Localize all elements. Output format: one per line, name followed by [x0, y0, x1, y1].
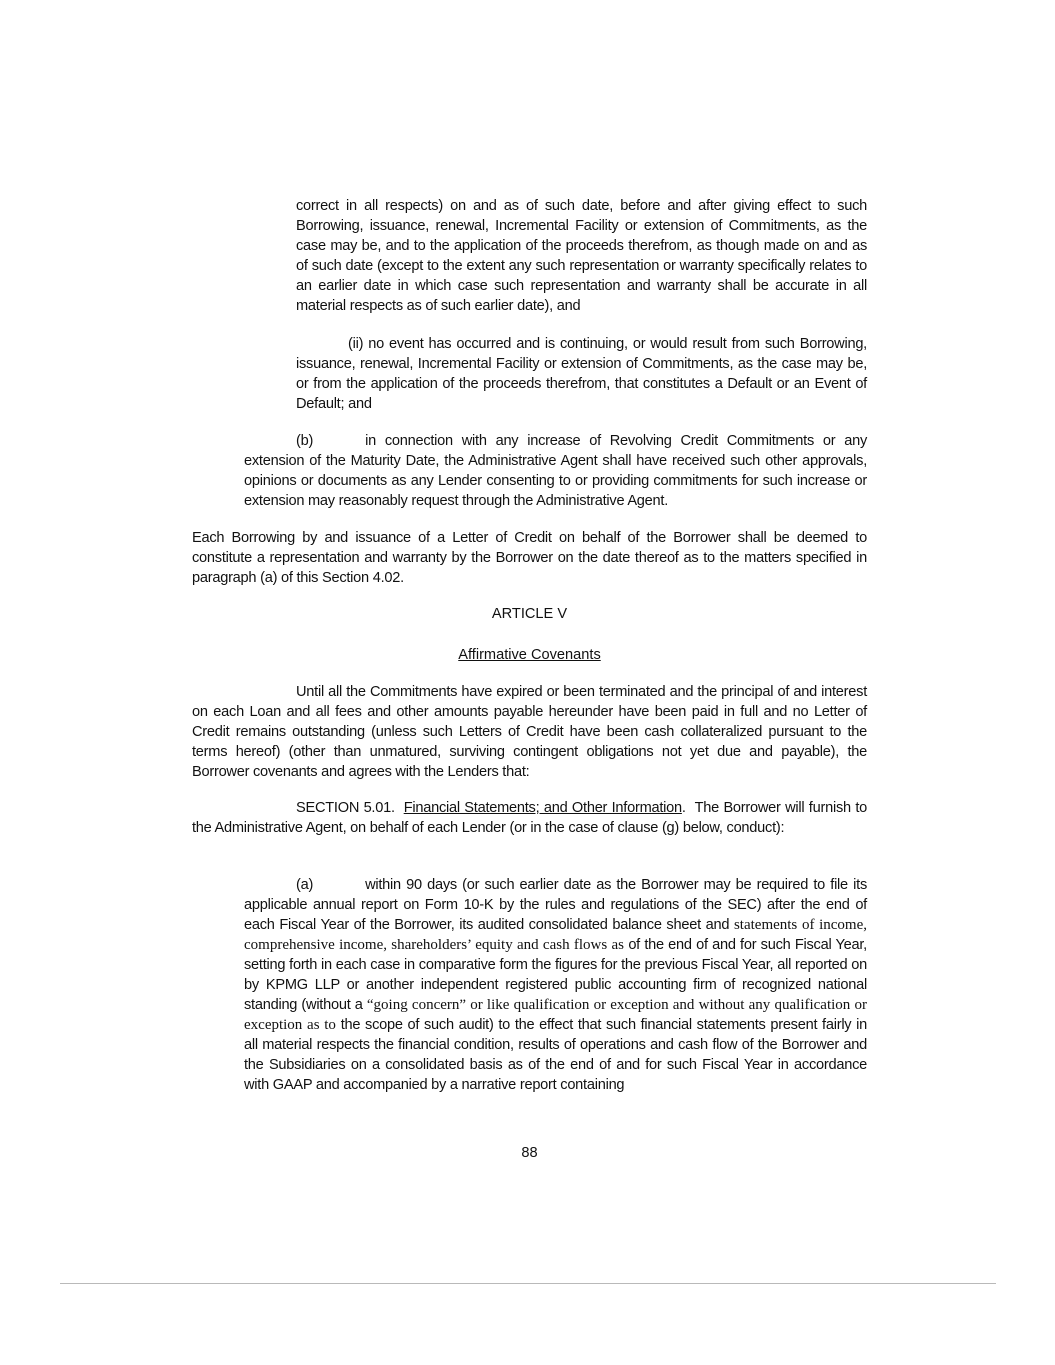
page-number: 88: [521, 1145, 538, 1161]
section-text: The Borrower will furnish to the Administrative Agent, on behalf of each Lender (or in the case of clause (g) below, conduct):: [192, 800, 867, 836]
paragraph-clause-a: [244, 875, 867, 1095]
clause-a-serif-part1: statements of income, comprehensive income, shareholders’ equity and cash flows as: [244, 917, 868, 953]
paragraph-clause-b: [244, 431, 867, 511]
section-title: Financial Statements; and Other Information: [403, 800, 682, 816]
clause-a-text-part1: within 90 days (or such earlier date as the Borrower may be required to file its applicable annual report on Form 10-K by the rules and regulations of the SEC) after the end of each Fiscal Year of the Borrower, its audited consolidated balance sheet and: [244, 877, 867, 933]
clause-a-text-part2: of the end of and for such Fiscal Year, setting forth in each case in comparative form the figures for the previous Fiscal Year, all reported on by KPMG LLP or another independent registered public accounting firm of recognized national standing (without a: [244, 937, 867, 1013]
section-title-period: .: [681, 800, 686, 816]
page-bottom-divider: [60, 1283, 996, 1284]
clause-a-text-part3: the scope of such audit) to the effect that such financial statements present fairly in all material respects the financial condition, results of operations and cash flow of the Borrower and the Subsidiaries on a consolidated basis as of the end of and for such Fiscal Year in accordance with GAAP and accompanied by a narrative report containing: [244, 1017, 868, 1093]
paragraph-each-borrowing: Each Borrowing by and issuance of a Letter of Credit on behalf of the Borrower shall be deemed to constitute a representation and warranty by the Borrower on the date thereof as to the matters specified in paragraph (a) of this Section 4.02.: [192, 530, 867, 586]
article-title: [192, 645, 867, 665]
paragraph-clause-ii: (ii) no event has occurred and is continuing, or would result from such Borrowing, issuance, renewal, Incremental Facility or extension of Commitments, as the case may be, or from the application of the proceeds therefrom, that constitutes a Default or an Event of Default; and: [296, 336, 867, 412]
clause-b-label: (b): [296, 433, 314, 449]
clause-a-serif-part2: “going concern” or like qualification or exception and without any qualification or exception as to: [244, 997, 867, 1033]
article-title-text: Affirmative Covenants: [458, 647, 601, 663]
paragraph-representations-continued: correct in all respects) on and as of such date, before and after giving effect to such Borrowing, issuance, renewal, Incremental Facility or extension of Commitments, as the case may be, and to the application of the proceeds therefrom, as though made on and as of such date (except to the extent any such representation or warranty specifically relates to an earlier date in which case such representation and warranty shall be accurate in all material respects as of such earlier date), and: [296, 198, 867, 314]
article-heading: ARTICLE V: [491, 606, 568, 622]
clause-b-text: in connection with any increase of Revolving Credit Commitments or any extension of the Maturity Date, the Administrative Agent shall have received such other approvals, opinions or documents as any Lender consenting to or providing commitments for such increase or extension may reasonably request through the Administrative Agent.: [244, 433, 867, 509]
section-number: SECTION 5.01.: [296, 800, 395, 816]
clause-a-label: (a): [296, 877, 314, 893]
paragraph-until-all-commitments: Until all the Commitments have expired or been terminated and the principal of and interest on each Loan and all fees and other amounts payable hereunder have been paid in full and no Letter of Credit remains outstanding (unless such Letters of Credit have been cash collateralized pursuant to the terms hereof) (other than unmatured, surviving contingent obligations not yet due and payable), the Borrower covenants and agrees with the Lenders that:: [192, 684, 867, 780]
paragraph-section-5-01: [192, 798, 867, 838]
